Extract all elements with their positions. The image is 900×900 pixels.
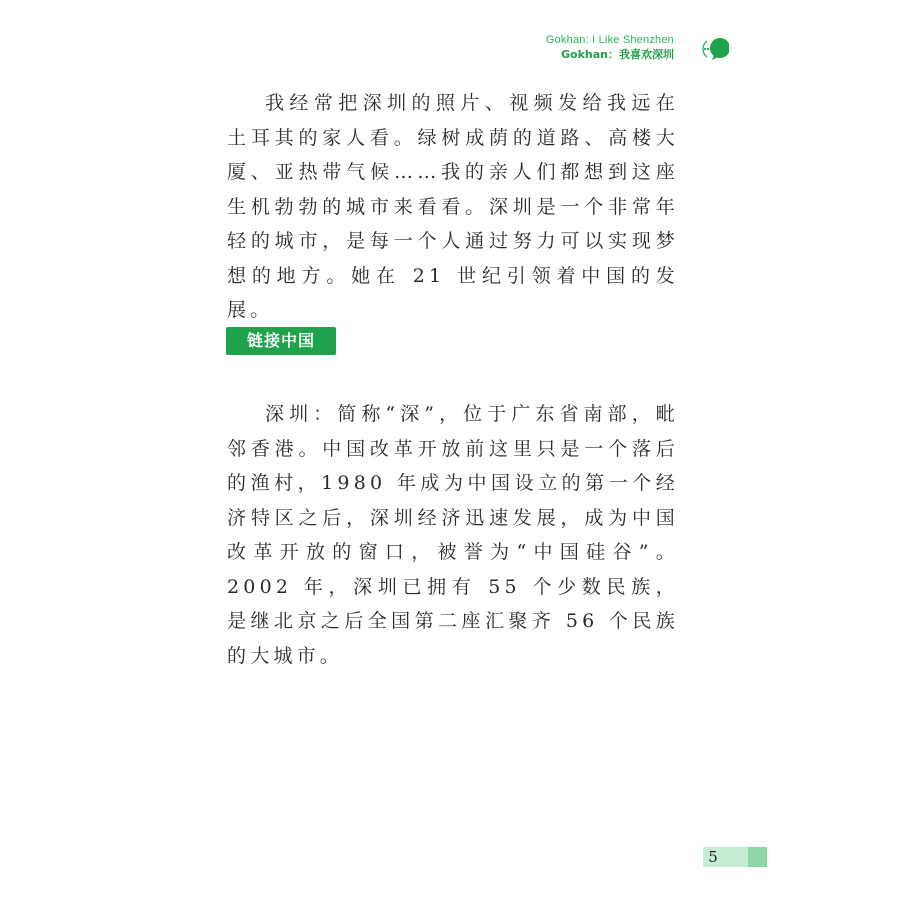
speech-bubble-icon	[685, 37, 729, 61]
running-header	[546, 34, 674, 62]
page-number: 5	[708, 848, 718, 866]
paragraph-intro: 我经常把深圳的照片、视频发给我远在土耳其的家人看。绿树成荫的道路、高楼大厦、亚热带气候……我的亲人们都想到这座生机勃勃的城市来看看。深圳是一个非常年轻的城市，是每一个人通过努力可以实现梦想的地方。她在 21 世纪引领着中国的发展。	[227, 92, 679, 321]
section-label-link-china: 链接中国	[226, 327, 336, 355]
header-title-chinese: Gokhan：我喜欢深圳	[561, 47, 674, 61]
page-number-accent	[748, 847, 767, 867]
paragraph-shenzhen-info: 深圳：简称“深”，位于广东省南部，毗邻香港。中国改革开放前这里只是一个落后的渔村，1980 年成为中国设立的第一个经济特区之后，深圳经济迅速发展，成为中国改革开放的窗口，被誉为“中国硅谷”。2002 年，深圳已拥有 55 个少数民族，是继北京之后全国第二座汇聚齐 56 个民族的大城市。	[227, 403, 679, 667]
header-title-english: Gokhan: I Like Shenzhen	[545, 34, 674, 46]
